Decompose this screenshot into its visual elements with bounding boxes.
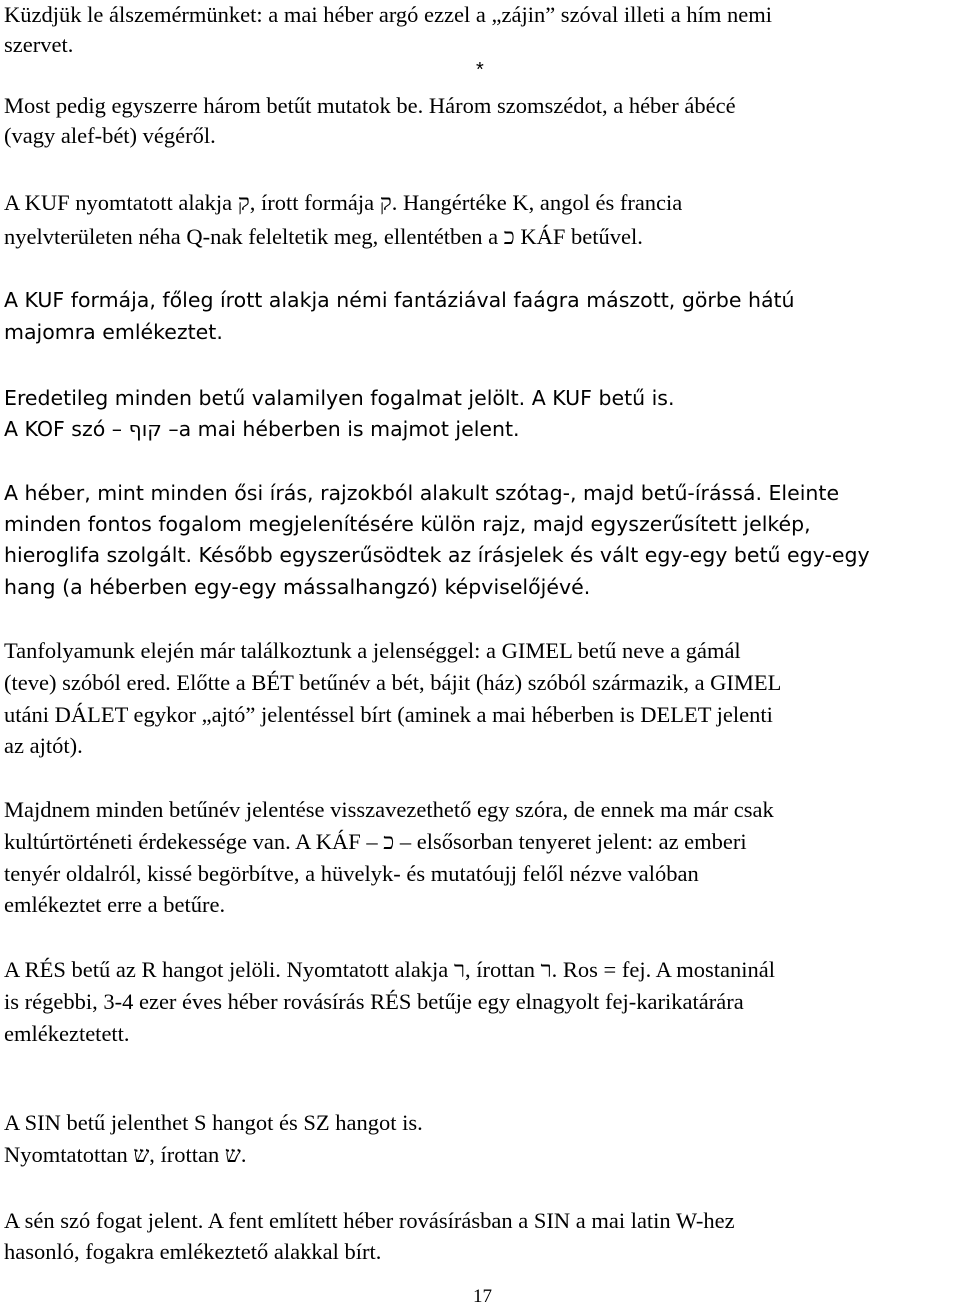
text-line: emlékeztet erre a betűre. <box>4 892 226 917</box>
text-line: Küzdjük le álszemérmünket: a mai héber argó ezzel a „zájin” szóval illeti a hím nemi <box>4 2 773 27</box>
text-line: Majdnem minden betűnév jelentése visszavezethető egy szóra, de ennek ma már csak <box>4 797 774 822</box>
text-line: tenyér oldalról, kissé begörbítve, a hüvelyk- és mutatóujj felől nézve valóban <box>4 861 699 886</box>
text-line: utáni DÁLET egykor „ajtó” jelentéssel bírt (aminek a mai héberben is DELET jelenti <box>4 702 773 727</box>
text-line: Nyomtatottan ש, írottan ש. <box>4 1142 247 1167</box>
text-line: majomra emlékeztet. <box>4 320 223 344</box>
text-line: (teve) szóból ered. Előtte a BÉT betűnév a bét, bájit (ház) szóból származik, a GIMEL <box>4 670 782 695</box>
text-line: A KOF szó – קוף –a mai héberben is majmot jelent. <box>4 417 520 441</box>
text-line: is régebbi, 3-4 ezer éves héber rovásírás RÉS betűje egy elnagyolt fej-karikatárára <box>4 989 744 1014</box>
text-line: A héber, mint minden ősi írás, rajzokból alakult szótag-, majd betű-írássá. Eleinte <box>4 481 840 505</box>
text-line: hieroglifa szolgált. Később egyszerűsödtek az írásjelek és vált egy-egy betű egy-egy <box>4 543 870 567</box>
text-line: A RÉS betű az R hangot jelöli. Nyomtatott alakja ר, írottan ר. Ros = fej. A mostaninál <box>4 957 775 982</box>
text-line: nyelvterületen néha Q-nak feleltetik meg, ellentétben a כ KÁF betűvel. <box>4 224 643 249</box>
text-line: Most pedig egyszerre három betűt mutatok be. Három szomszédot, a héber ábécé <box>4 93 736 118</box>
text-line: A sén szó fogat jelent. A fent említett héber rovásírásban a SIN a mai latin W-hez <box>4 1208 735 1233</box>
text-line: minden fontos fogalom megjelenítésére külön rajz, majd egyszerűsített jelkép, <box>4 512 811 536</box>
text-line: hasonló, fogakra emlékeztető alakkal bírt. <box>4 1239 382 1264</box>
text-line: A KUF nyomtatott alakja ק, írott formája ק. Hangértéke K, angol és francia <box>4 190 683 215</box>
text-line: A SIN betű jelenthet S hangot és SZ hangot is. <box>4 1110 423 1135</box>
section-separator-asterisk: * <box>476 59 484 81</box>
text-line: Tanfolyamunk elején már találkoztunk a jelenséggel: a GIMEL betű neve a gámál <box>4 638 741 663</box>
text-line: emlékeztetett. <box>4 1021 130 1046</box>
text-line: A KUF formája, főleg írott alakja némi fantáziával faágra mászott, görbe hátú <box>4 288 795 312</box>
text-line: szervet. <box>4 32 74 57</box>
text-line: kultúrtörténeti érdekessége van. A KÁF – כ – elsősorban tenyeret jelent: az emberi <box>4 829 747 854</box>
text-line: Eredetileg minden betű valamilyen fogalmat jelölt. A KUF betű is. <box>4 386 675 410</box>
page-number: 17 <box>473 1286 492 1307</box>
text-line: az ajtót). <box>4 733 83 758</box>
text-line: (vagy alef-bét) végéről. <box>4 123 216 148</box>
text-line: hang (a héberben egy-egy mássalhangzó) képviselőjévé. <box>4 575 591 599</box>
